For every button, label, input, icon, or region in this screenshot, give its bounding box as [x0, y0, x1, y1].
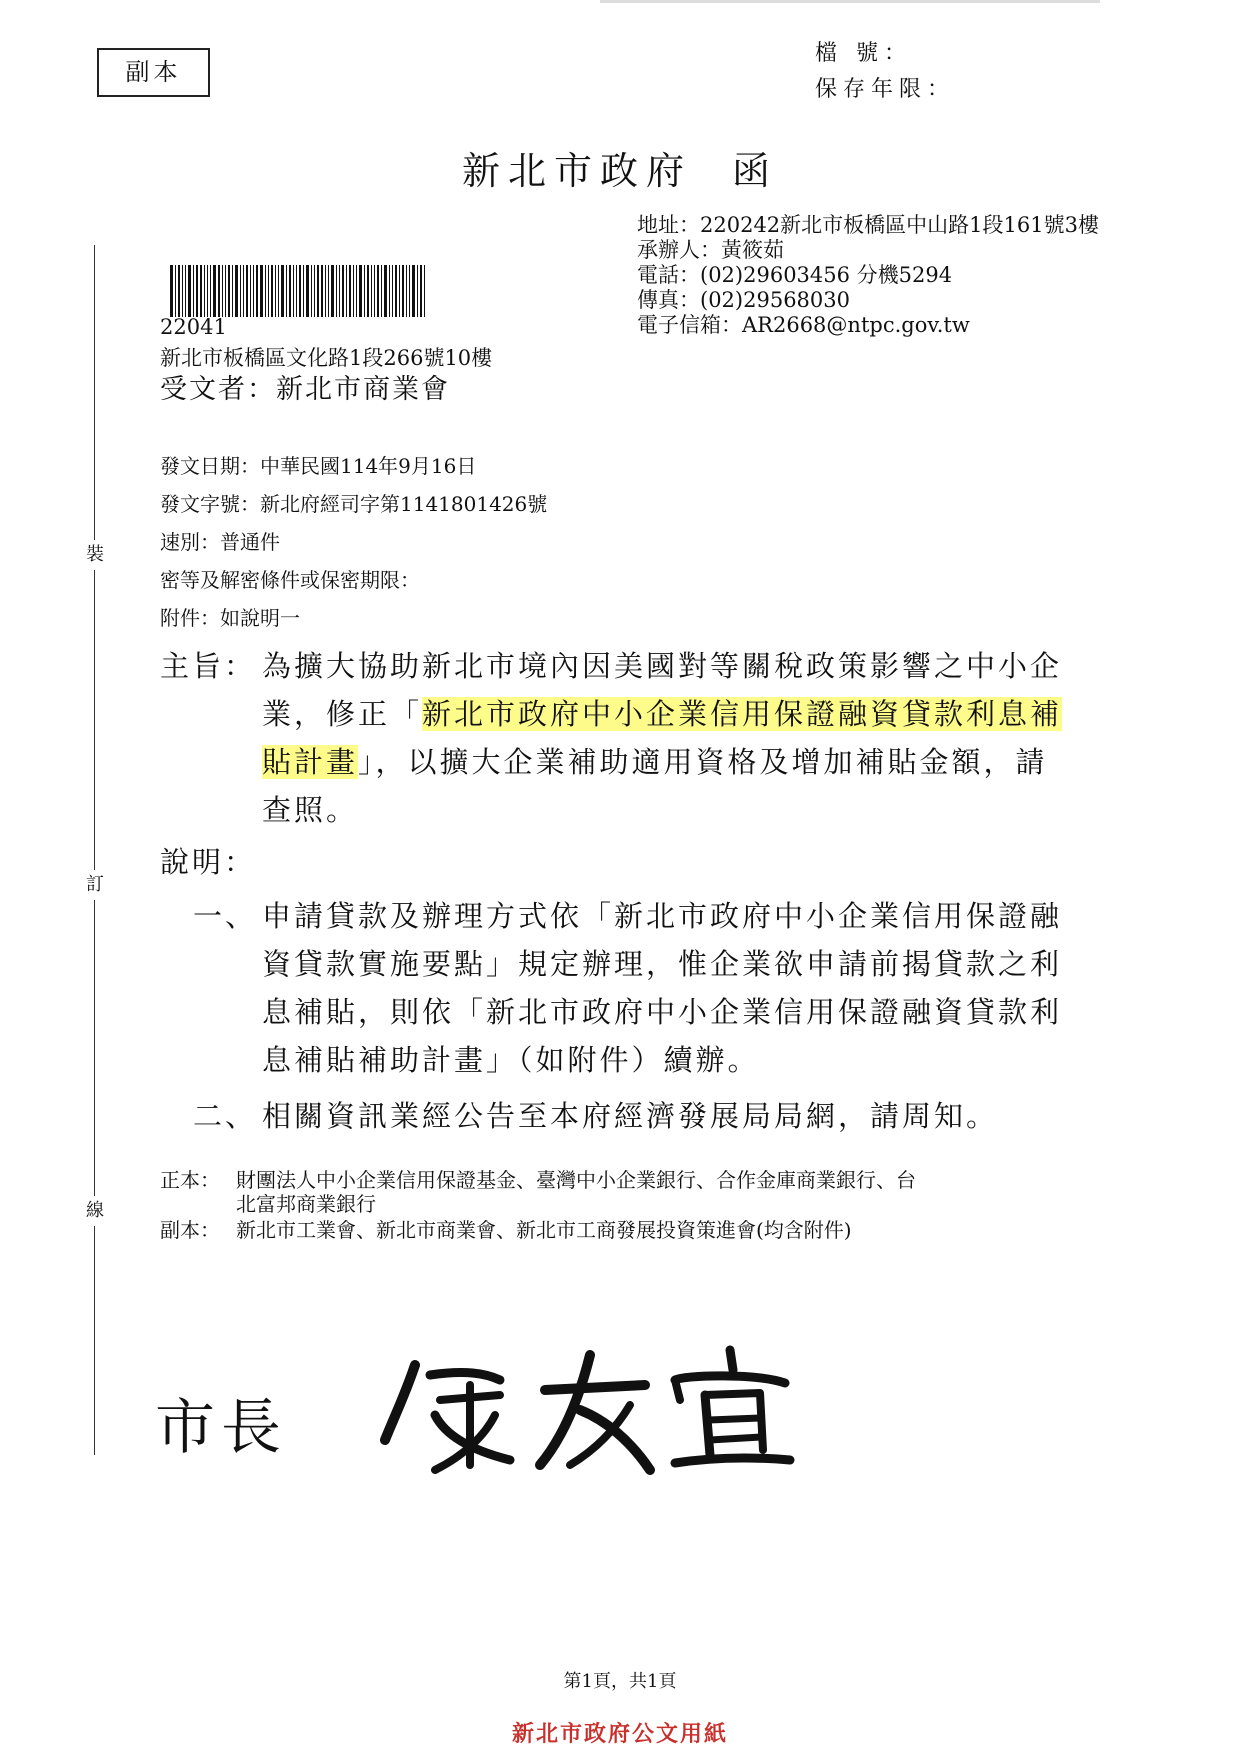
- explanation-item-1-line-1: 申請貸款及辦理方式依「新北市政府中小企業信用保證融: [262, 899, 1063, 933]
- subject-line-3: [262, 738, 1048, 786]
- original-recipients-line-1: 財團法人中小企業信用保證基金、臺灣中小企業銀行、合作金庫商業銀行、台: [236, 1168, 916, 1192]
- explanation-item-1-line-2: 資貸款實施要點」規定辦理，惟企業欲申請前揭貸款之利: [262, 947, 1063, 981]
- mayor-signature: [375, 1345, 795, 1475]
- barcode-bar: [293, 265, 294, 317]
- barcode-bar: [218, 265, 220, 317]
- file-number-label: 檔 號：: [815, 41, 912, 66]
- explanation-label: 說明：: [160, 845, 257, 879]
- barcode-bar: [420, 265, 422, 317]
- sender-address: 地址：220242新北市板橋區中山路1段161號3樓: [637, 213, 1099, 237]
- explanation-item-1-line-3: 息補貼，則依「新北市政府中小企業信用保證融資貸款利: [262, 995, 1063, 1029]
- barcode-bar: [268, 265, 269, 317]
- explanation-item-2-number: 二、: [193, 1099, 258, 1133]
- barcode-bar: [185, 265, 186, 317]
- barcode-bar: [296, 265, 297, 317]
- barcode-bar: [424, 265, 425, 317]
- barcode-bar: [339, 265, 340, 317]
- retention-period-label: 保存年限：: [815, 77, 956, 102]
- attachment-note: 附件：如說明一: [160, 606, 300, 630]
- barcode-bar: [395, 265, 397, 317]
- security-level: 密等及解密條件或保密期限：: [160, 568, 420, 592]
- highlighted-plan-name-end: 貼計畫: [262, 745, 359, 779]
- barcode-bar: [188, 265, 191, 317]
- barcode-bar: [225, 265, 226, 317]
- scan-edge-mark: [600, 0, 1100, 3]
- barcode-bar: [265, 265, 266, 317]
- barcode-bar: [178, 265, 180, 317]
- receiver-address: 新北市板橋區文化路1段266號10樓: [160, 346, 493, 370]
- barcode-bar: [321, 265, 323, 317]
- barcode-bar: [314, 265, 315, 317]
- document-type: 函: [732, 149, 779, 193]
- barcode-bar: [336, 265, 337, 317]
- barcode-bar: [210, 265, 211, 317]
- barcode-bar: [299, 265, 301, 317]
- barcode-bar: [331, 265, 334, 317]
- subject-label: 主旨：: [160, 649, 257, 683]
- subject-line-2: [262, 690, 1062, 738]
- explanation-item-1-number: 一、: [193, 899, 258, 933]
- barcode-bar: [246, 265, 248, 317]
- subject-line-4: 查照。: [262, 793, 359, 827]
- barcode-bar: [317, 265, 319, 317]
- receiver-zip: 22041: [160, 315, 227, 339]
- barcode-bar: [200, 265, 202, 317]
- barcode-bar: [278, 265, 279, 317]
- subject-line-1: 為擴大協助新北市境內因美國對等關稅政策影響之中小企: [262, 649, 1063, 683]
- barcode-bar: [240, 265, 241, 317]
- barcode-bar: [367, 265, 369, 317]
- copy-recipients-line-1: 新北市工業會、新北市商業會、新北市工商發展投資策進會(均含附件): [236, 1218, 852, 1242]
- barcode-bar: [228, 265, 230, 317]
- page-number: 第1頁，共1頁: [563, 1671, 677, 1692]
- barcode-bar: [389, 265, 390, 317]
- explanation-item-2-line-1: 相關資訊業經公告至本府經濟發展局局網，請周知。: [262, 1099, 999, 1133]
- barcode-bar: [170, 265, 173, 317]
- barcode-bar: [342, 265, 344, 317]
- explanation-item-1-line-4: 息補貼補助計畫」（如附件）續辦。: [262, 1043, 760, 1077]
- barcode-bar: [417, 265, 418, 317]
- barcode-bar: [196, 265, 198, 317]
- barcode-bar: [371, 265, 372, 317]
- delivery-speed: 速別：普通件: [160, 530, 280, 554]
- original-recipients-line-2: 北富邦商業銀行: [236, 1192, 376, 1216]
- barcode-bar: [353, 265, 354, 317]
- issuing-org: 新北市政府: [461, 149, 692, 193]
- copy-stamp-box: 副本: [97, 48, 210, 97]
- barcode-bar: [346, 265, 347, 317]
- barcode-bar: [325, 265, 326, 317]
- barcode-bar: [193, 265, 194, 317]
- barcode-bar: [222, 265, 223, 317]
- barcode-bar: [289, 265, 291, 317]
- barcode-bar: [253, 265, 254, 317]
- barcode-bar: [359, 265, 362, 317]
- barcode-bar: [275, 265, 276, 317]
- barcode-bar: [286, 265, 287, 317]
- official-paper-label: 新北市政府公文用紙: [511, 1721, 728, 1747]
- subject-line-2-text: 業，修正「: [262, 697, 423, 731]
- barcode-bar: [409, 265, 410, 317]
- barcode-bar: [232, 265, 233, 317]
- barcode: [170, 265, 490, 317]
- barcode-bar: [260, 265, 263, 317]
- barcode-bar: [204, 265, 205, 317]
- barcode-bar: [381, 265, 382, 317]
- barcode-bar: [271, 265, 273, 317]
- barcode-bar: [349, 265, 351, 317]
- barcode-bar: [256, 265, 258, 317]
- binding-line: [94, 245, 95, 1455]
- sender-handler: 承辦人：黃筱茹: [637, 238, 784, 262]
- sender-fax: 傳真：(02)29568030: [637, 288, 850, 312]
- barcode-bar: [250, 265, 251, 317]
- barcode-bar: [402, 265, 404, 317]
- barcode-bar: [207, 265, 208, 317]
- original-recipients-label: 正本：: [160, 1168, 220, 1192]
- subject-line-3-text: 」，以擴大企業補助適用資格及增加補貼金額，請: [358, 745, 1048, 779]
- barcode-bar: [399, 265, 400, 317]
- binding-mark-staple: 訂: [84, 870, 106, 900]
- barcode-bar: [281, 265, 284, 317]
- barcode-bar: [306, 265, 309, 317]
- sender-contact-block: [637, 213, 1099, 338]
- sender-phone: 電話：(02)29603456 分機5294: [637, 263, 953, 287]
- issue-date: 發文日期：中華民國114年9月16日: [160, 454, 477, 478]
- highlighted-plan-name: 新北市政府中小企業信用保證融資貸款利息補: [422, 697, 1063, 731]
- mayor-title: 市長: [155, 1393, 287, 1463]
- barcode-bar: [311, 265, 312, 317]
- document-title: [0, 140, 1240, 195]
- barcode-bar: [364, 265, 365, 317]
- barcode-bar: [384, 265, 387, 317]
- barcode-bar: [374, 265, 375, 317]
- recipient-name: 受文者：新北市商業會: [160, 374, 450, 405]
- barcode-bar: [243, 265, 244, 317]
- barcode-bar: [377, 265, 379, 317]
- barcode-bar: [303, 265, 304, 317]
- barcode-bar: [392, 265, 393, 317]
- barcode-bar: [406, 265, 407, 317]
- barcode-bar: [175, 265, 176, 317]
- document-number: 發文字號：新北府經司字第1141801426號: [160, 492, 548, 516]
- barcode-bar: [213, 265, 216, 317]
- barcode-bar: [235, 265, 238, 317]
- copy-recipients-label: 副本：: [160, 1218, 220, 1242]
- binding-mark-line: 線: [84, 1196, 106, 1226]
- barcode-bar: [412, 265, 415, 317]
- binding-mark-bind: 裝: [84, 540, 106, 570]
- barcode-bar: [328, 265, 329, 317]
- barcode-bar: [182, 265, 183, 317]
- barcode-bar: [356, 265, 357, 317]
- sender-email: 電子信箱：AR2668@ntpc.gov.tw: [637, 313, 970, 337]
